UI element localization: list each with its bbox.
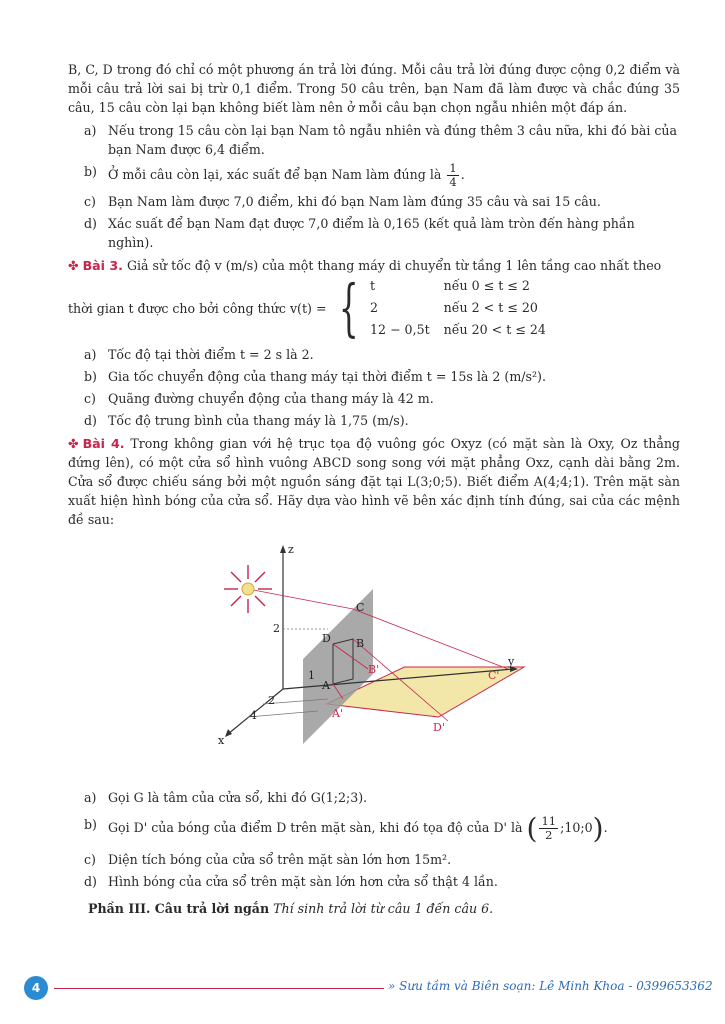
fraction: $\frac{11}{2}$	[541, 814, 557, 842]
label-C1: C'	[488, 669, 500, 682]
label-D1: D'	[433, 721, 445, 734]
label-B1: B'	[368, 663, 380, 676]
label-A1: A'	[332, 707, 343, 720]
question-list-1	[68, 121, 680, 252]
ray-line	[248, 589, 353, 609]
list-item: c) Diện tích bóng của cửa sổ trên mặt sàn lớn hơn 15m².	[84, 852, 452, 867]
window-shadow-figure	[208, 539, 528, 769]
list-item: b) Gia tốc chuyển động của thang máy tại thời điểm t = 15s là 2 (m/s²).	[84, 369, 546, 384]
list-item: a) Tốc độ tại thời điểm t = 2 s là 2.	[84, 347, 314, 362]
section-heading: Phần III. Câu trả lời ngắn Thí sinh trả lời từ câu 1 đến câu 6.	[88, 901, 494, 916]
list-item: b) Gọi D' của bóng của điểm D trên mặt sàn, khi đó tọa độ của D' là ( $\frac{11}{2}$ ;10;0).	[84, 812, 608, 845]
page-number: 4	[24, 976, 48, 1000]
bai3-formula: thời gian t được cho bởi công thức v(t) = { t nếu 0 ≤ t ≤ 2 2 nếu 2 < t ≤ 20 12 − 0,5t nếu 20 < t ≤ 24	[68, 271, 546, 344]
question-list-4	[68, 788, 680, 891]
label-B: B	[356, 637, 365, 650]
list-item: d) Xác suất để bạn Nam đạt được 7,0 điểm là 0,165 (kết quả làm tròn đến hàng phần nghìn).	[84, 216, 635, 250]
label-two-x: 2	[268, 694, 275, 707]
label-y: y	[508, 655, 515, 668]
bai3-heading: ✤ Bài 3. Giả sử tốc độ v (m/s) của một thang máy di chuyển từ tầng 1 lên tầng cao nhất theo	[68, 258, 662, 273]
list-item: b) Ở mỗi câu còn lại, xác suất để bạn Nam làm đúng là $\frac{1}{4}$ .	[84, 161, 465, 189]
brace-icon: {	[338, 271, 359, 344]
label-D: D	[322, 632, 331, 645]
label-C: C	[356, 601, 365, 614]
label-A: A	[322, 679, 330, 692]
list-item: d) Hình bóng của cửa sổ trên mặt sàn lớn hơn cửa sổ thật 4 lần.	[84, 874, 498, 889]
footer	[24, 976, 713, 1000]
intro-paragraph: B, C, D trong đó chỉ có một phương án trả lời đúng. Mỗi câu trả lời đúng được cộng 0,2 điểm và mỗi câu trả lời sai bị trừ 0,1 điểm. Trong 50 câu trên, bạn Nam đã làm được và chắc đúng 35 câu, 15 câu còn lại bạn không biết làm nên ở mỗi câu bạn chọn ngẫu nhiên một đáp án.	[68, 62, 680, 115]
label-z: z	[288, 543, 294, 556]
label-two-z: 2	[273, 622, 280, 635]
list-item: d) Tốc độ trung bình của thang máy là 1,75 (m/s).	[84, 413, 409, 428]
list-item: c) Quãng đường chuyển động của thang máy là 42 m.	[84, 391, 434, 406]
question-list-3	[68, 345, 680, 430]
light-bulb-icon	[224, 565, 272, 613]
label-x: x	[218, 734, 225, 747]
footer-credit: » Sưu tầm và Biên soạn: Lê Minh Khoa - 0399653362	[388, 979, 713, 993]
list-item: a) Nếu trong 15 câu còn lại bạn Nam tô ngẫu nhiên và đúng thêm 3 câu nữa, khi đó bài của bạn Nam được 6,4 điểm.	[84, 123, 678, 157]
clover-icon: ✤	[68, 436, 79, 451]
footer-divider	[54, 988, 384, 989]
page-content	[68, 60, 680, 918]
list-item: c) Bạn Nam làm được 7,0 điểm, khi đó bạn Nam làm đúng 35 câu và sai 15 câu.	[84, 194, 601, 209]
label-one: 1	[308, 669, 315, 682]
label-four-x: 4	[250, 709, 257, 722]
bai4-paragraph: ✤ Bài 4. Trong không gian với hệ trục tọa độ vuông góc Oxyz (có mặt sàn là Oxy, Oz thẳng đứng lên), có một cửa sổ hình vuông ABCD song song với mặt phẳng Oxz, cạnh dài bằng 2m. Cửa sổ được chiếu sáng bởi một nguồn sáng đặt tại L(3;0;5). Biết điểm A(4;4;1). Trên mặt sàn xuất hiện hình bóng của cửa sổ. Hãy dựa vào hình vẽ bên xác định tính đúng, sai của các mệnh đề sau:	[68, 436, 680, 527]
list-item: a) Gọi G là tâm của cửa sổ, khi đó G(1;2;3).	[84, 790, 368, 805]
fraction: $\frac{1}{4}$	[449, 161, 457, 189]
clover-icon: ✤	[68, 258, 79, 273]
